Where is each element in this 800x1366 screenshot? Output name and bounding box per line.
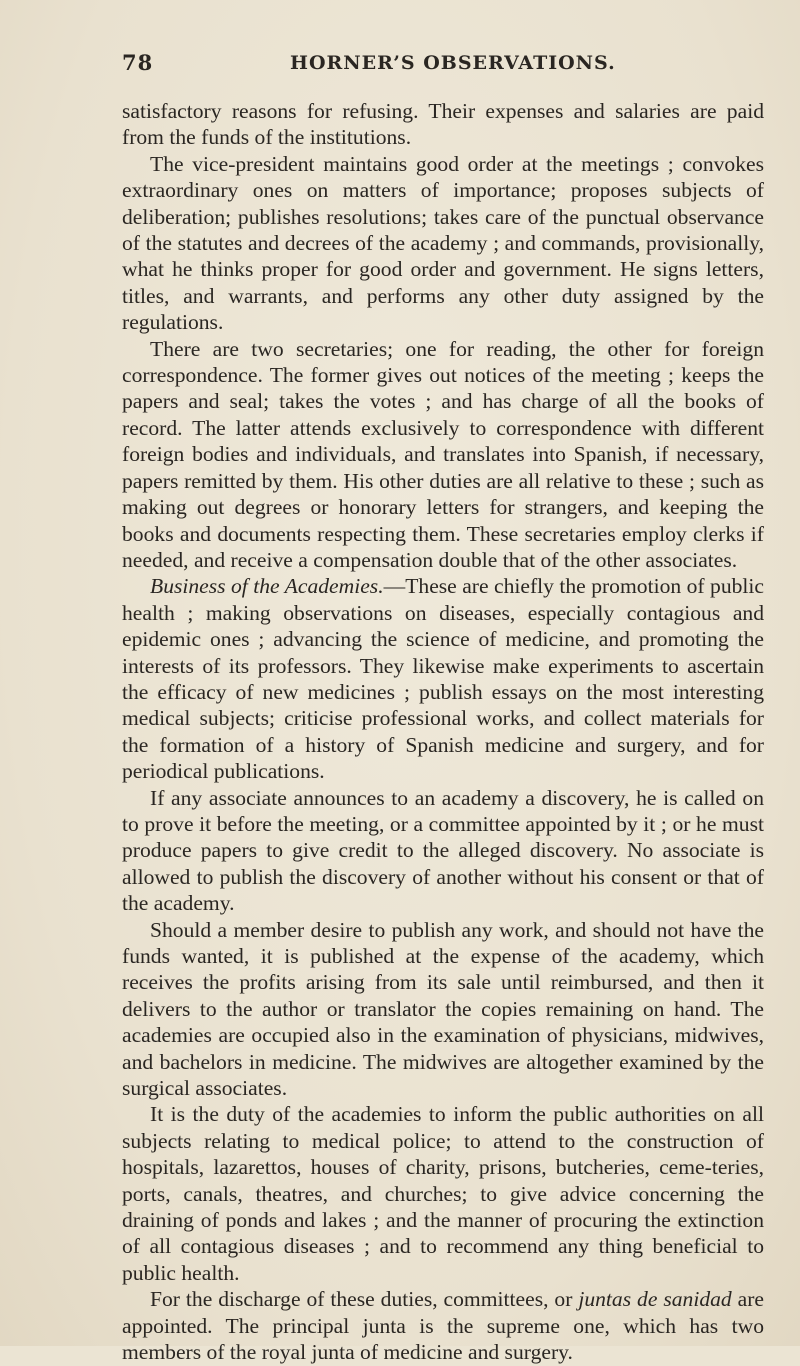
paragraph: satisfactory reasons for refusing. Their expenses and salaries are paid from the funds of the institutions. <box>122 99 764 150</box>
paragraph: The vice-president maintains good order at the meetings ; convokes extraordinary ones on matters of importance; proposes subjects of deliberation; publishes resolutions; takes care of the punctual observance of the statutes and decrees of the academy ; and commands, provisionally, what he thinks proper for good order and government. He signs letters, titles, and warrants, and performs any other duty assigned by the regulations. <box>122 151 764 335</box>
page-header <box>122 50 722 80</box>
page-number: 78 <box>122 50 154 75</box>
running-title: HORNER’S OBSERVATIONS. <box>290 52 616 74</box>
paragraph: There are two secretaries; one for reading, the other for foreign correspondence. The former gives out notices of the meeting ; keeps the papers and seal; takes the votes ; and has charge of all the books of record. The latter attends exclusively to correspondence with different foreign bodies and individuals, and translates into Spanish, if necessary, papers remitted by them. His other duties are all relative to these ; such as making out degrees or honorary letters for strangers, and keeping the books and documents respecting them. These secretaries employ clerks if needed, and receive a compensation double that of the other associates. <box>122 336 764 572</box>
paragraph: It is the duty of the academies to inform the public authorities on all subjects relating to medical police; to attend to the construction of hospitals, lazarettos, houses of charity, prisons, butcheries, ceme-teries, ports, canals, theatres, and churches; to give advice concerning the draining of ponds and lakes ; and the manner of procuring the extinction of all contagious diseases ; and to recommend any thing beneficial to public health. <box>122 1102 764 1285</box>
paragraph: If any associate announces to an academy a discovery, he is called on to prove it before the meeting, or a committee appointed by it ; or he must produce papers to give credit to the alleged discovery. No associate is allowed to publish the discovery of another without his consent or that of the academy. <box>122 785 764 916</box>
paragraph-juntas: For the discharge of these duties, committees, or juntas de sanidad are appointed. The principal junta is the supreme one, which has two members of the royal junta of medicine and surgery. <box>122 1287 765 1365</box>
paragraph-business: Business of the Academies.—These are chiefly the promotion of public health ; making observations on diseases, especially contagious and epidemic ones ; advancing the science of medicine, and promoting the interests of its professors. They likewise make experiments to ascertain the efficacy of new medicines ; publish essays on the most interesting medical subjects; criticise professional works, and collect materials for the formation of a history of Spanish medicine and surgery, and for periodical publications. <box>122 574 764 784</box>
paragraph: Should a member desire to publish any work, and should not have the funds wanted, it is published at the expense of the academy, which receives the profits arising from its sale until reimbursed, and then it delivers to the author or translator the copies remaining on hand. The academies are occupied also in the examination of physicians, midwives, and bachelors in medicine. The midwives are altogether examined by the surgical associates. <box>122 917 764 1101</box>
italic-term: juntas de sanidad <box>578 1287 732 1312</box>
section-heading: Business of the Academies. <box>150 574 384 599</box>
body-text <box>122 98 764 1366</box>
